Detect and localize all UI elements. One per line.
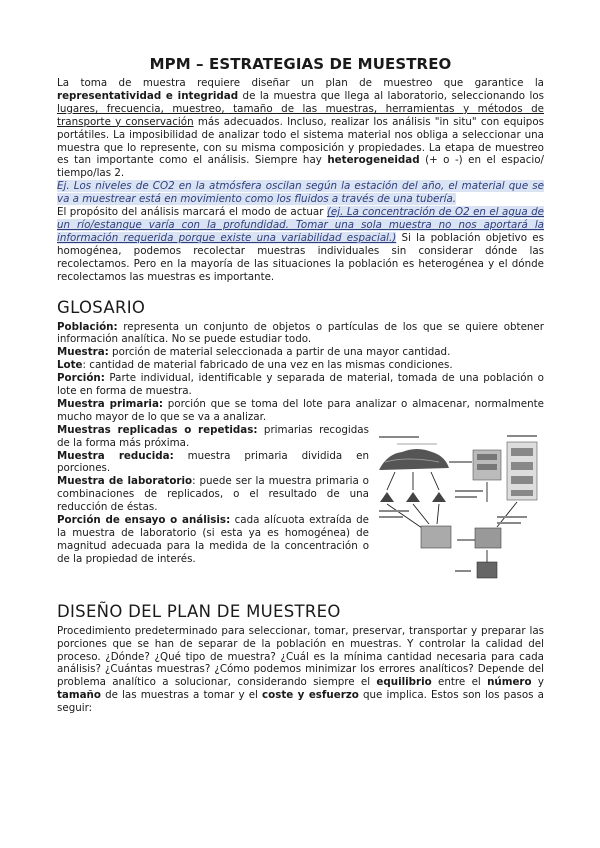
- glosario-item: Muestras replicadas o repetidas: primarias recogidas de la forma más próxima.: [57, 423, 369, 449]
- intro-example-2: (ej. La concentración de O2 en el agua de un río/estanque varía con la profundidad. Tomar una sola muestra no nos aportará la información requerida porque existe una variabilidad espacial.): [57, 206, 544, 244]
- intro-purpose: El propósito del análisis marcará el modo de actuar (ej. La concentración de O2 en el agua de un río/estanque varía con la profundidad. Tomar una sola muestra no nos aportará la información requerida porque existe una variabilidad espacial.) Si la población objetivo es homogénea, podemos recolectar muestras individuales sin considerar dónde las recolectamos. Pero en la mayoría de las situaciones la población es heterogénea y el dónde recolectamos las muestras es importante.: [57, 206, 544, 283]
- glosario-item: Muestra primaria: porción que se toma del lote para analizar o almacenar, normalmente mucho mayor de lo que se va a analizar.: [57, 397, 544, 423]
- sample-heap-icon: [432, 492, 446, 502]
- glosario-item: Muestra reducida: muestra primaria dividida en porciones.: [57, 449, 369, 475]
- glosario-item: Lote: cantidad de material fabricado de una vez en las mismas condiciones.: [57, 359, 453, 372]
- glosario-item: Muestra: porción de material seleccionada a partir de una mayor cantidad.: [57, 346, 451, 359]
- test-portion-icon: [477, 562, 497, 578]
- sample-heap-icon: [380, 492, 394, 502]
- sampling-diagram: [377, 432, 544, 588]
- lab-sample-icon: [475, 528, 501, 548]
- intro-underlined: lugares, frecuencia, muestreo, tamaño de las muestras, herramientas y métodos de transporte y conservación: [57, 102, 544, 128]
- lab-sample-icon: [421, 526, 451, 548]
- glosario-item: Porción: Parte individual, identificable y separada de material, tomada de una población o lote en forma de muestra.: [57, 372, 544, 398]
- diseno-paragraph: Procedimiento predeterminado para seleccionar, tomar, preservar, transportar y preparar las porciones que se han de separar de la población en muestras. Y controlar la calidad del proceso. ¿Dónde? ¿Qué tipo de muestra? ¿Cuál es la mínima cantidad necesaria para cada análisis? ¿Cuántas muestras? ¿Cómo podemos minimizar los errores analíticos? Depende del problema analítico a solucionar, considerando siempre el equilibrio entre el número y tamaño de las muestras a tomar y el coste y esfuerzo que implica. Estos son los pasos a seguir:: [57, 624, 544, 715]
- page: [57, 55, 544, 715]
- page-title: MPM – ESTRATEGIAS DE MUESTREO: [149, 55, 452, 73]
- sample-heap-icon: [406, 492, 420, 502]
- glosario-item: Porción de ensayo o análisis: cada alícuota extraída de la muestra de laboratorio (si esta ya es homogénea) de magnitud adecuada para la medida de la concentración o de la propiedad de interés.: [57, 514, 369, 565]
- glosario-item: Muestra de laboratorio: puede ser la muestra primaria o combinaciones de replicados, o el resultado de una reducción de éstas.: [57, 475, 369, 514]
- intro-bold-representatividad: representatividad e integridad: [57, 89, 239, 102]
- glosario-figure-row: [57, 424, 544, 588]
- intro-paragraph: La toma de muestra requiere diseñar un plan de muestreo que garantice la representatividad e integridad de la muestra que llega al laboratorio, seleccionando los lugares, frecuencia, muestreo, tamaño de las muestras, herramientas y métodos de transporte y conservación más adecuados. Incluso, realizar los análisis "in situ" con equipos portátiles. La imposibilidad de analizar todo el sistema material nos obliga a seleccionar una muestra que lo represente, con su misma composición y propiedades. La etapa de muestreo es tan importante como el análisis. Siempre hay heterogeneidad (+ o -) en el espacio/ tiempo/las 2.: [57, 77, 545, 180]
- intro-bold-heterogeneidad: heterogeneidad: [327, 154, 420, 167]
- intro-example-1: Ej. Los niveles de CO2 en la atmósfera oscilan según la estación del año, el material que se va a muestrear está en movimiento como los fluidos a través de una tubería.: [57, 180, 544, 206]
- glosario-heading: GLOSARIO: [57, 297, 146, 317]
- glosario-item: Población: representa un conjunto de objetos o partículas de los que se quiere obtener información analítica. No se puede estudiar todo.: [57, 320, 544, 346]
- diseno-heading: DISEÑO DEL PLAN DE MUESTREO: [57, 601, 341, 621]
- glosario-side-column: [57, 424, 369, 588]
